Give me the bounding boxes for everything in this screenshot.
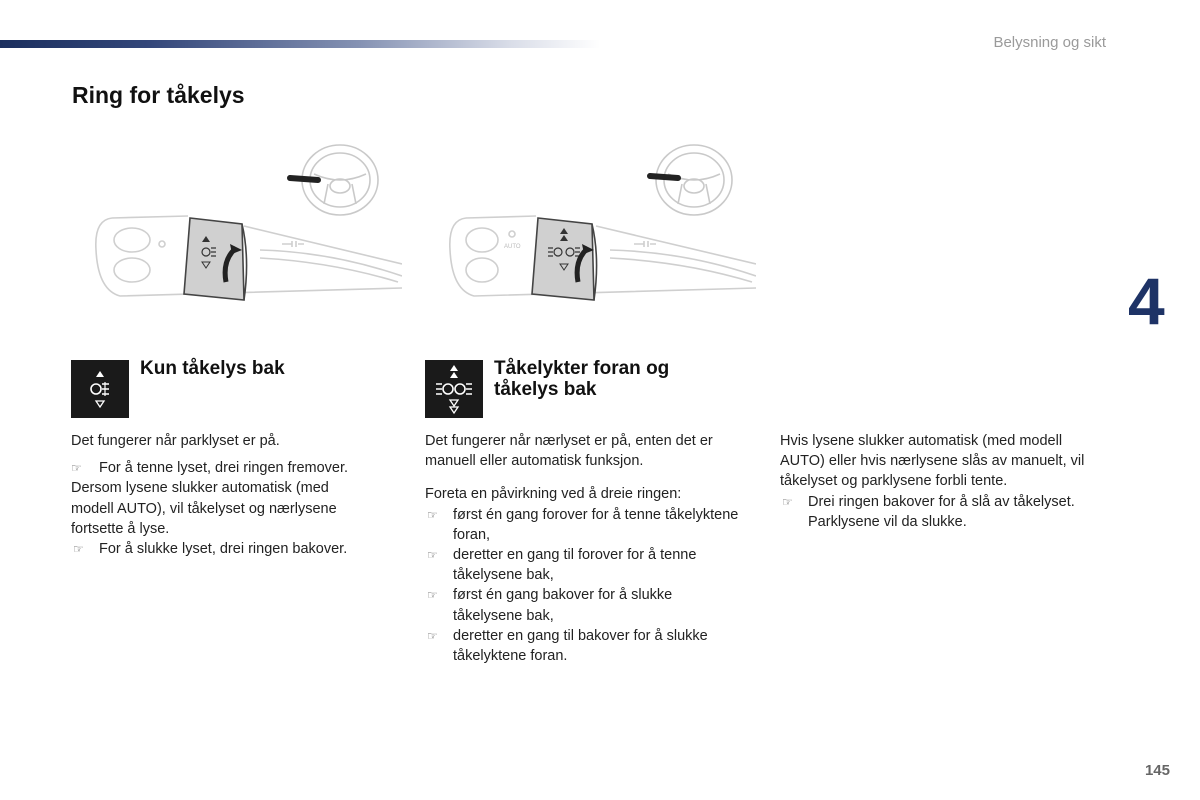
hand-pointer-icon: ☞: [782, 494, 793, 509]
stalk-illustration-front-rear-fog: [446, 140, 756, 310]
column-front-rear-fog: [425, 431, 745, 666]
header-gradient-bar: [0, 40, 600, 48]
list-item: ☞ Drei ringen bakover for å slå av tåkelyset. Parklysene vil da slukke.: [782, 493, 1075, 530]
list-item: ☞ deretter en gang til forover for å tenne tåkelysene bak,: [427, 547, 697, 584]
bullet-list: [425, 505, 745, 667]
auto-label: AUTO: [504, 244, 521, 250]
paragraph: Det fungerer når nærlyset er på, enten det er manuell eller automatisk funksjon.: [425, 433, 713, 470]
hand-pointer-icon: ☞: [427, 628, 438, 643]
list-item: ☞ først én gang forover for å tenne tåkelyktene foran,: [427, 506, 739, 543]
list-item: ☞ deretter en gang til bakover for å slukke tåkelyktene foran.: [427, 627, 708, 665]
hand-pointer-icon: ☞: [71, 461, 82, 476]
front-and-rear-fog-lamps-icon: [425, 360, 483, 418]
chapter-number: 4: [1128, 264, 1165, 338]
subheading-front-rear-fog: Tåkelykter foran og tåkelys bak: [494, 358, 670, 400]
hand-pointer-icon: ☞: [427, 507, 438, 522]
page-number: 145: [1144, 762, 1170, 779]
stalk-lever-icon: [650, 176, 678, 178]
hand-pointer-icon: ☞: [73, 542, 84, 557]
stalk-lever-icon: [290, 178, 318, 180]
paragraph: Dersom lysene slukker automatisk (med modell AUTO), vil tåkelyset og nærlysene fortsette å lyse.: [71, 480, 337, 537]
list-item: ☞ For å slukke lyset, drei ringen bakover.: [71, 539, 371, 559]
stalk-illustration-rear-fog: [92, 140, 402, 310]
bullet-list: [71, 458, 371, 559]
section-title: Belysning og sikt: [993, 34, 1106, 51]
list-item: ☞ først én gang bakover for å slukke tåkelysene bak,: [427, 587, 673, 624]
hand-pointer-icon: ☞: [427, 548, 438, 563]
paragraph: Foreta en påvirkning ved å dreie ringen:: [425, 486, 682, 503]
column-auto-off: [780, 431, 1110, 532]
list-item: ☞ For å tenne lyset, drei ringen fremover. Dersom lysene slukker automatisk (med modell AUTO), vil tåkelyset og nærlysene fortsette å lyse.: [71, 458, 371, 539]
rear-fog-lamp-icon: [71, 360, 129, 418]
page-title: Ring for tåkelys: [72, 82, 245, 108]
hand-pointer-icon: ☞: [427, 588, 438, 603]
bullet-list: [780, 492, 1110, 532]
paragraph: Hvis lysene slukker automatisk (med modell AUTO) eller hvis nærlysene slås av manuelt, vil tåkelyset og parklysene forbli tente.: [780, 433, 1085, 490]
paragraph: Det fungerer når parklyset er på.: [71, 433, 280, 449]
subheading-rear-fog: Kun tåkelys bak: [140, 358, 285, 379]
column-rear-fog: [71, 431, 371, 559]
